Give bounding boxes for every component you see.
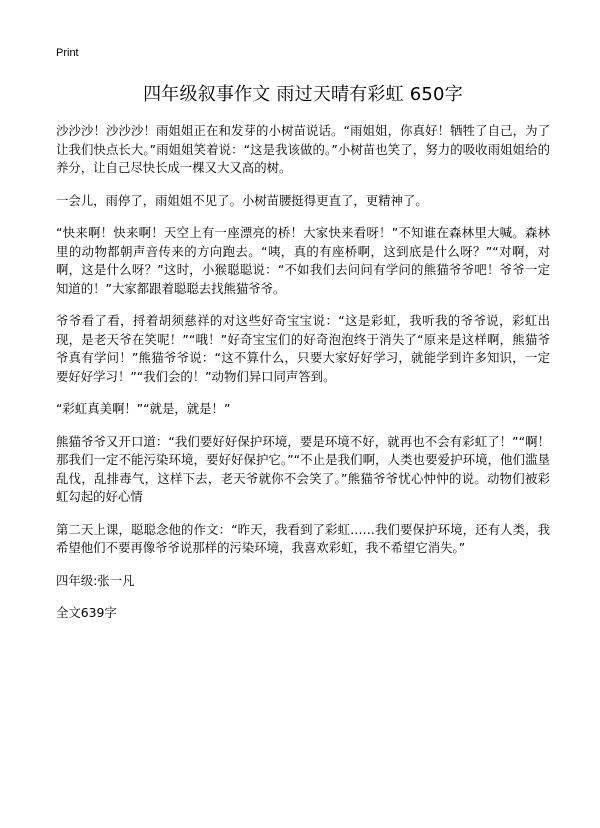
paragraph-5: “彩虹真美啊！”“就是，就是！” — [56, 401, 231, 416]
word-count: 全文639字 — [56, 605, 117, 620]
author-line: 四年级:张一凡 — [56, 572, 135, 588]
paragraph-7: 第二天上课，聪聪念他的作文：“昨天，我看到了彩虹……我们要保护环境，还有人类，我希望他们不要再像爷爷说那样的污染环境，我喜欢彩虹，我不希望它消失。” — [56, 521, 550, 555]
paragraph-1: 沙沙沙！沙沙沙！雨姐姐正在和发芽的小树苗说话。“雨姐姐，你真好！牺牲了自己，为了让我们快点长大。”雨姐姐笑着说：“这是我该做的。”小树苗也笑了，努力的吸收雨姐姐给的养分，让自己尽快长成一棵又大又高的树。 — [56, 123, 550, 175]
paragraph-4: 爷爷看了看，捋着胡须慈祥的对这些好奇宝宝说：“这是彩虹，我听我的爷爷说，彩虹出现，是老天爷在笑呢！”“哦！”好奇宝宝们的好奇泡泡终于消失了“原来是这样啊，熊猫爷爷真有学问！”熊猫爷爷说：“这不算什么，只要大家好好学习，就能学到许多知识，一定要好好学习！”“我们会的！”动物们异口同声答到。 — [56, 313, 550, 384]
article-body — [56, 122, 550, 623]
print-link[interactable]: Print — [56, 47, 79, 59]
article-title: 四年级叙事作文 雨过天晴有彩虹 650字 — [143, 84, 463, 105]
paragraph-2: 一会儿，雨停了，雨姐姐不见了。小树苗腰挺得更直了，更精神了。 — [56, 192, 428, 208]
paragraph-3: “快来啊！快来啊！天空上有一座漂亮的桥！大家快来看呀！”不知谁在森林里大喊。森林里的动物都朝声音传来的方向跑去。“咦，真的有座桥啊，这到底是什么呀？”“对啊，对啊，这是什么呀？”这时，小猴聪聪说：“不如我们去问问有学问的熊猫爷爷吧！爷爷一定知道的！”大家都跟着聪聪去找熊猫爷爷。 — [56, 225, 550, 296]
paragraph-6: 熊猫爷爷又开口道：“我们要好好保护环境，要是环境不好，就再也不会有彩虹了！”“啊！那我们一定不能污染环境，要好好保护它。”“不止是我们啊，人类也要爱护环境，他们滥垦乱伐，乱排毒气，这样下去，老天爷就你不会笑了。”熊猫爷爷忧心忡忡的说。动物们被彩虹勾起的好心情 — [56, 433, 550, 504]
